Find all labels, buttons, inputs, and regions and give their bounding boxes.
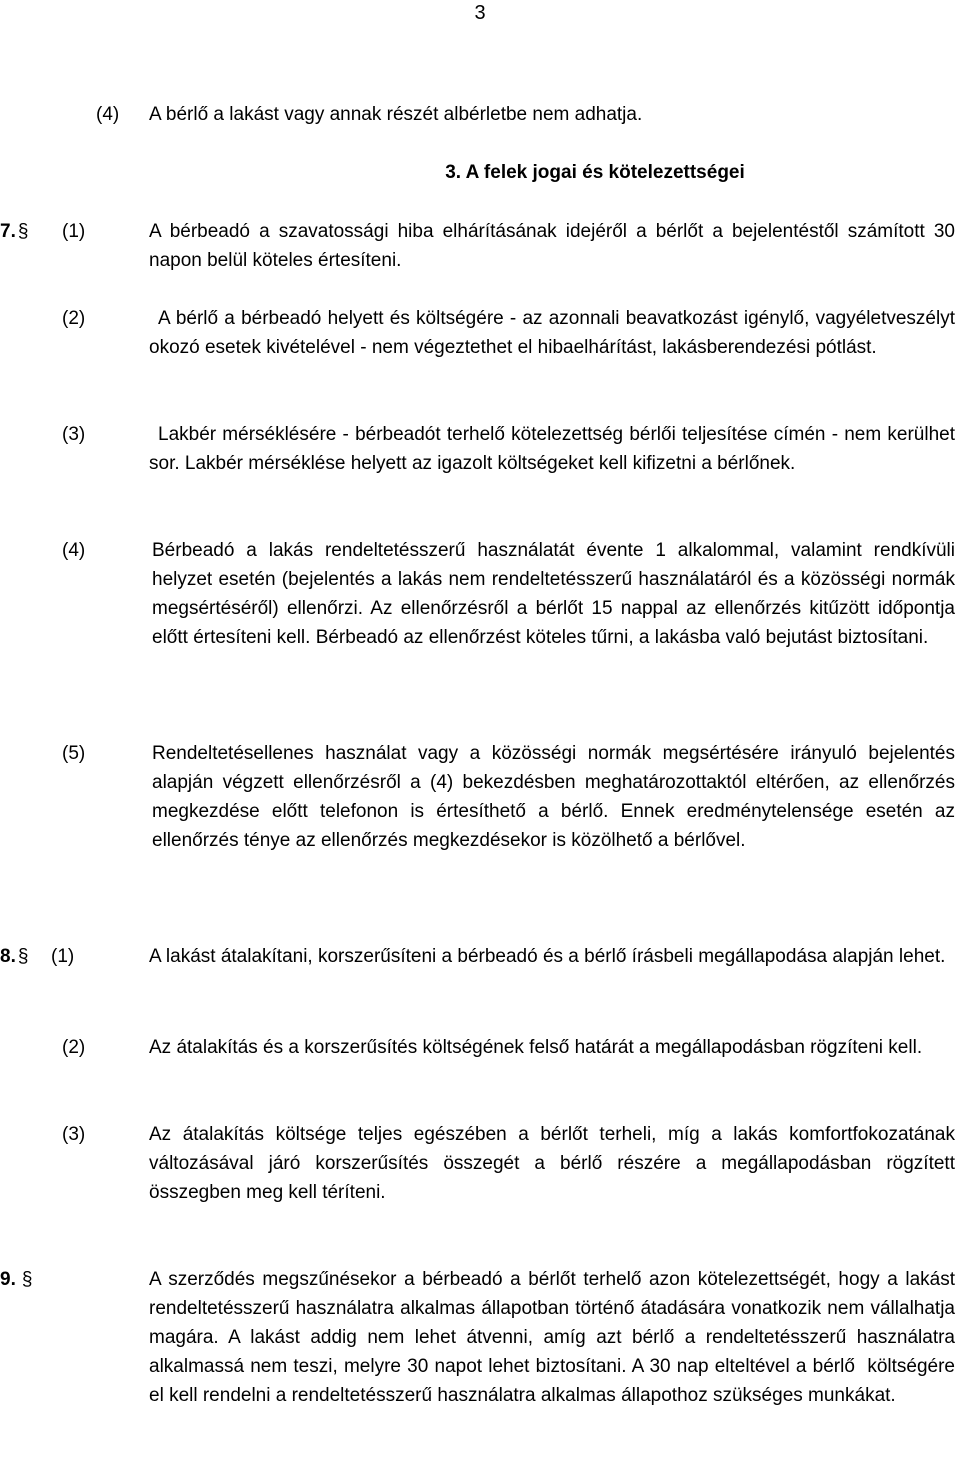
section-number: 7. [0,221,16,242]
paragraph-number: (4) [62,540,86,561]
paragraph-sign: § [17,221,29,242]
paragraph-text: A szerződés megszűnésekor a bérbeadó a bérlőt terhelő azon kötelezettségét, hogy a lakást rendeltetésszerű használatra alkalmas állapotban történő átadására vonatkozik nem vállalhatja magára. A lakást addig nem lehet átvenni, amíg azt bérlő a rendeltetésszerű használatra alkalmassá nem teszi, melyre 30 napot lehet biztosítani. A 30 nap elteltével a bérlő költségére el kell rendelni a rendeltetésszerű használatra alkalmas állapothoz szükséges munkákat. [149,1269,960,1406]
paragraph-text: Bérbeadó a lakás rendeltetésszerű használatát évente 1 alkalommal, valamint rendkívüli helyzet esetén (bejelentés a lakás nem rendeltetésszerű használatáról és a közösségi normák megsértéséről) ellenőrzi. Az ellenőrzésről a bérlőt 15 nappal az ellenőrzés kitűzött időpontja előtt értesíteni kell. Bérbeadó az ellenőrzést köteles tűrni, a lakásba való bejutást biztosítani. [152,540,955,648]
paragraph-number: (1) [51,946,75,967]
paragraph-number: (3) [62,1124,86,1145]
paragraph-number: (1) [62,221,86,242]
paragraph-text: Rendeltetésellenes használat vagy a közösségi normák megsértésére irányuló bejelentés alapján végzett ellenőrzésről a (4) bekezdésben meghatározottaktól eltérően, az ellenőrzés megkezdése előtt telefonon is értesíthető a bérlő. Ennek eredménytelensége esetén az ellenőrzés ténye az ellenőrzés megkezdésekor is közölhető a bérlővel. [152,743,955,851]
paragraph-number: (2) [62,308,86,329]
paragraph-text: A bérbeadó a szavatossági hiba elhárításának idejéről a bérlőt a bejelentéstől számított 30 napon belül köteles értesíteni. [149,221,955,271]
section-number: 9. [0,1269,16,1290]
paragraph-text: Az átalakítás költsége teljes egészében a bérlőt terheli, míg a lakás komfortfokozatának változásával járó korszerűsítés összegét a bérlő részére a megállapodásban rögzített összegben meg kell téríteni. [149,1124,955,1203]
paragraph-number: (4) [96,104,120,125]
paragraph-sign: § [17,946,29,967]
paragraph-number: (5) [62,743,86,764]
paragraph-number: (2) [62,1037,86,1058]
paragraph-text: A lakást átalakítani, korszerűsíteni a bérbeadó és a bérlő írásbeli megállapodása alapján lehet. [149,946,946,967]
page-number: 3 [474,2,486,24]
paragraph-text: Lakbér mérséklésére - bérbeadót terhelő kötelezettség bérlői teljesítése címén - nem kerülhet sor. Lakbér mérséklése helyett az igazolt költségeket kell kifizetni a bérlőnek. [149,424,955,474]
section-marker-9 [0,1269,32,1291]
paragraph-sign: § [21,1269,33,1290]
section-marker-8 [0,946,28,968]
paragraph-text: Az átalakítás és a korszerűsítés költségének felső határát a megállapodásban rögzíteni kell. [149,1037,923,1058]
paragraph-text: A bérlő a bérbeadó helyett és költségére - az azonnali beavatkozást igénylő, vagyéletveszélyt okozó esetek kivételével - nem végeztethet el hibaelhárítást, lakásberendezési pótlást. [149,308,955,358]
section-marker-7 [0,221,28,243]
paragraph-text: A bérlő a lakást vagy annak részét albérletbe nem adhatja. [149,104,643,125]
paragraph-number: (3) [62,424,86,445]
section-heading: 3. A felek jogai és kötelezettségei [445,162,745,183]
section-number: 8. [0,946,16,967]
